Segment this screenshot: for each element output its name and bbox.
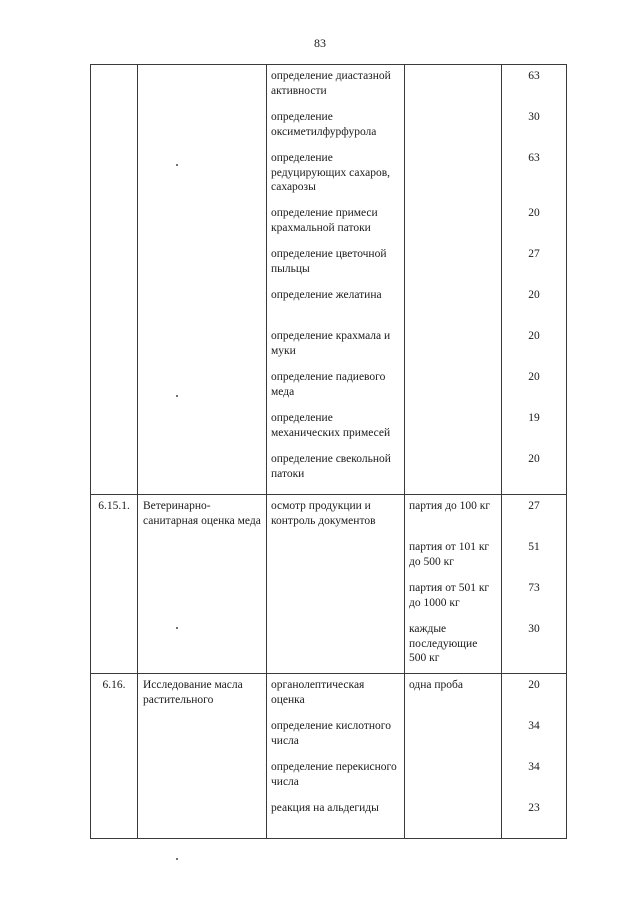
operation-label: определение цветочной пыльцы xyxy=(271,248,387,275)
operation-label: определение свекольной патоки xyxy=(271,453,391,480)
unit-label: каждые последующие 500 кг xyxy=(409,623,478,664)
scan-speck xyxy=(176,395,178,397)
operation-label: определение желатина xyxy=(271,289,382,301)
price-value: 34 xyxy=(528,761,540,773)
unit-label: партия до 100 кг xyxy=(409,500,491,512)
price-value: 20 xyxy=(528,679,540,691)
price-table-body xyxy=(91,65,567,839)
price-value: 63 xyxy=(528,152,540,164)
scan-speck xyxy=(176,858,178,860)
operation-label: осмотр продукции и контроль документов xyxy=(271,500,376,527)
unit-label: одна проба xyxy=(409,679,464,691)
price-value: 27 xyxy=(528,500,540,512)
prices-cell xyxy=(502,495,567,674)
operation-label: определение примеси крахмальной патоки xyxy=(271,207,378,234)
row-code: 6.15.1. xyxy=(91,495,138,674)
operation-label: реакция на альдегиды xyxy=(271,802,379,814)
operation-label: органолептическая оценка xyxy=(271,679,365,706)
operation-label: определение крахмала и муки xyxy=(271,330,391,357)
price-value: 20 xyxy=(528,207,540,219)
operation-label: определение кислотного числа xyxy=(271,720,391,747)
table-row xyxy=(91,495,567,674)
price-value: 73 xyxy=(528,582,540,594)
price-value: 34 xyxy=(528,720,540,732)
table-row xyxy=(91,65,567,495)
price-value: 30 xyxy=(528,111,540,123)
operation-label: определение падиевого меда xyxy=(271,371,386,398)
price-table xyxy=(90,64,567,839)
scan-speck xyxy=(176,164,178,166)
units-cell xyxy=(405,65,502,495)
table-row xyxy=(91,674,567,839)
operations-cell xyxy=(267,674,405,839)
price-value: 23 xyxy=(528,802,540,814)
price-value: 63 xyxy=(528,70,540,82)
row-name xyxy=(138,65,267,495)
page-number: 83 xyxy=(314,36,326,50)
price-value: 20 xyxy=(528,453,540,465)
price-value: 30 xyxy=(528,623,540,635)
scan-speck xyxy=(176,627,178,629)
operation-label: определение перекисного числа xyxy=(271,761,397,788)
operations-cell xyxy=(267,65,405,495)
price-value: 19 xyxy=(528,412,540,424)
row-code: 6.16. xyxy=(91,674,138,839)
operation-label: определение диастазной активности xyxy=(271,70,391,97)
operation-label: определение механических примесей xyxy=(271,412,391,439)
price-value: 20 xyxy=(528,289,540,301)
row-name: Ветеринарно-санитарная оценка меда xyxy=(138,495,267,674)
price-value: 51 xyxy=(528,541,540,553)
row-name: Исследование масла растительного xyxy=(138,674,267,839)
unit-label: партия от 501 кг до 1000 кг xyxy=(409,582,490,609)
prices-cell xyxy=(502,65,567,495)
operation-label: определение оксиметилфурфурола xyxy=(271,111,377,138)
units-cell xyxy=(405,495,502,674)
row-code xyxy=(91,65,138,495)
unit-label: партия от 101 кг до 500 кг xyxy=(409,541,490,568)
units-cell xyxy=(405,674,502,839)
price-value: 20 xyxy=(528,330,540,342)
price-value: 27 xyxy=(528,248,540,260)
prices-cell xyxy=(502,674,567,839)
price-value: 20 xyxy=(528,371,540,383)
operations-cell xyxy=(267,495,405,674)
operation-label: определение редуцирующих сахаров, сахарозы xyxy=(271,152,391,193)
